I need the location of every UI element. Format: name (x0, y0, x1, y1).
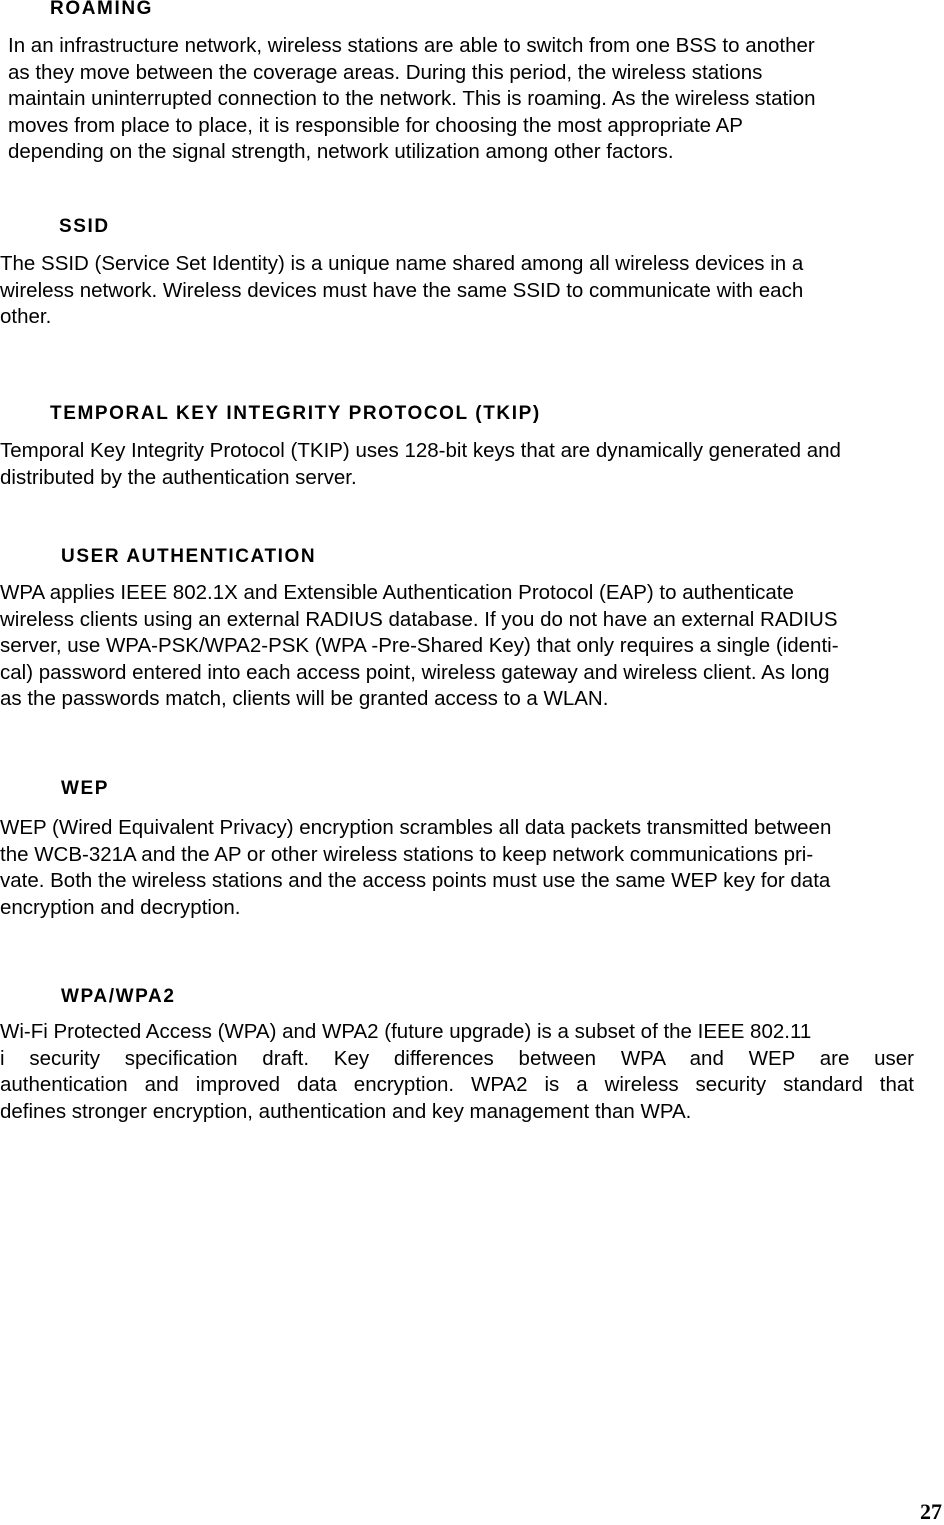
paragraph-line: WEP (Wired Equivalent Privacy) encryption scrambles all data packets transmitted between (0, 816, 832, 839)
paragraph-line: moves from place to place, it is responsible for choosing the most appropriate AP (8, 113, 743, 137)
paragraph-line: Temporal Key Integrity Protocol (TKIP) uses 128-bit keys that are dynamically generated and (0, 439, 841, 462)
paragraph-line: cal) password entered into each access point, wireless gateway and wireless client. As long (0, 660, 830, 684)
user-authentication-heading: USER AUTHENTICATION (61, 546, 317, 567)
paragraph-line: vate. Both the wireless stations and the access points must use the same WEP key for data (0, 869, 831, 892)
paragraph-line: In an infrastructure network, wireless stations are able to switch from one BSS to another (8, 34, 815, 57)
paragraph-line: as they move between the coverage areas. During this period, the wireless stations (8, 60, 763, 84)
ssid-paragraph (0, 251, 803, 331)
ssid-heading: SSID (59, 216, 110, 237)
paragraph-line: other. (0, 305, 52, 328)
paragraph-line: distributed by the authentication server. (0, 465, 357, 489)
wep-paragraph (0, 815, 831, 921)
wpa-paragraph (0, 1019, 914, 1125)
user-authentication-paragraph (0, 580, 839, 713)
tkip-paragraph (0, 438, 841, 491)
paragraph-line: defines stronger encryption, authentication and key management than WPA. (0, 1099, 692, 1123)
paragraph-line: as the passwords match, clients will be granted access to a WLAN. (0, 687, 609, 710)
paragraph-line: server, use WPA-PSK/WPA2-PSK (WPA -Pre-Shared Key) that only requires a single (identi- (0, 634, 839, 657)
page-number: 27 (920, 1499, 942, 1524)
tkip-heading: TEMPORAL KEY INTEGRITY PROTOCOL (TKIP) (50, 403, 541, 424)
paragraph-line: i security specification draft. Key differences between WPA and WEP are user (0, 1046, 914, 1070)
wep-heading: WEP (61, 778, 110, 799)
paragraph-line: wireless clients using an external RADIUS database. If you do not have an external RADIUS (0, 607, 838, 631)
paragraph-line: wireless network. Wireless devices must have the same SSID to communicate with each (0, 278, 804, 302)
paragraph-line: maintain uninterrupted connection to the network. This is roaming. As the wireless station (8, 87, 816, 110)
wpa-heading: WPA/WPA2 (61, 986, 176, 1007)
paragraph-line: The SSID (Service Set Identity) is a unique name shared among all wireless devices in a (0, 252, 804, 275)
paragraph-line: WPA applies IEEE 802.1X and Extensible Authentication Protocol (EAP) to authenticate (0, 581, 794, 604)
paragraph-line: the WCB-321A and the AP or other wireless stations to keep network communications pri- (0, 842, 814, 866)
roaming-paragraph (8, 33, 816, 166)
paragraph-line: authentication and improved data encryption. WPA2 is a wireless security standard that (0, 1073, 914, 1096)
paragraph-line: Wi-Fi Protected Access (WPA) and WPA2 (future upgrade) is a subset of the IEEE 802.11 (0, 1020, 812, 1043)
paragraph-line: depending on the signal strength, network utilization among other factors. (8, 140, 674, 163)
paragraph-line: encryption and decryption. (0, 895, 241, 919)
roaming-heading: ROAMING (50, 0, 154, 19)
